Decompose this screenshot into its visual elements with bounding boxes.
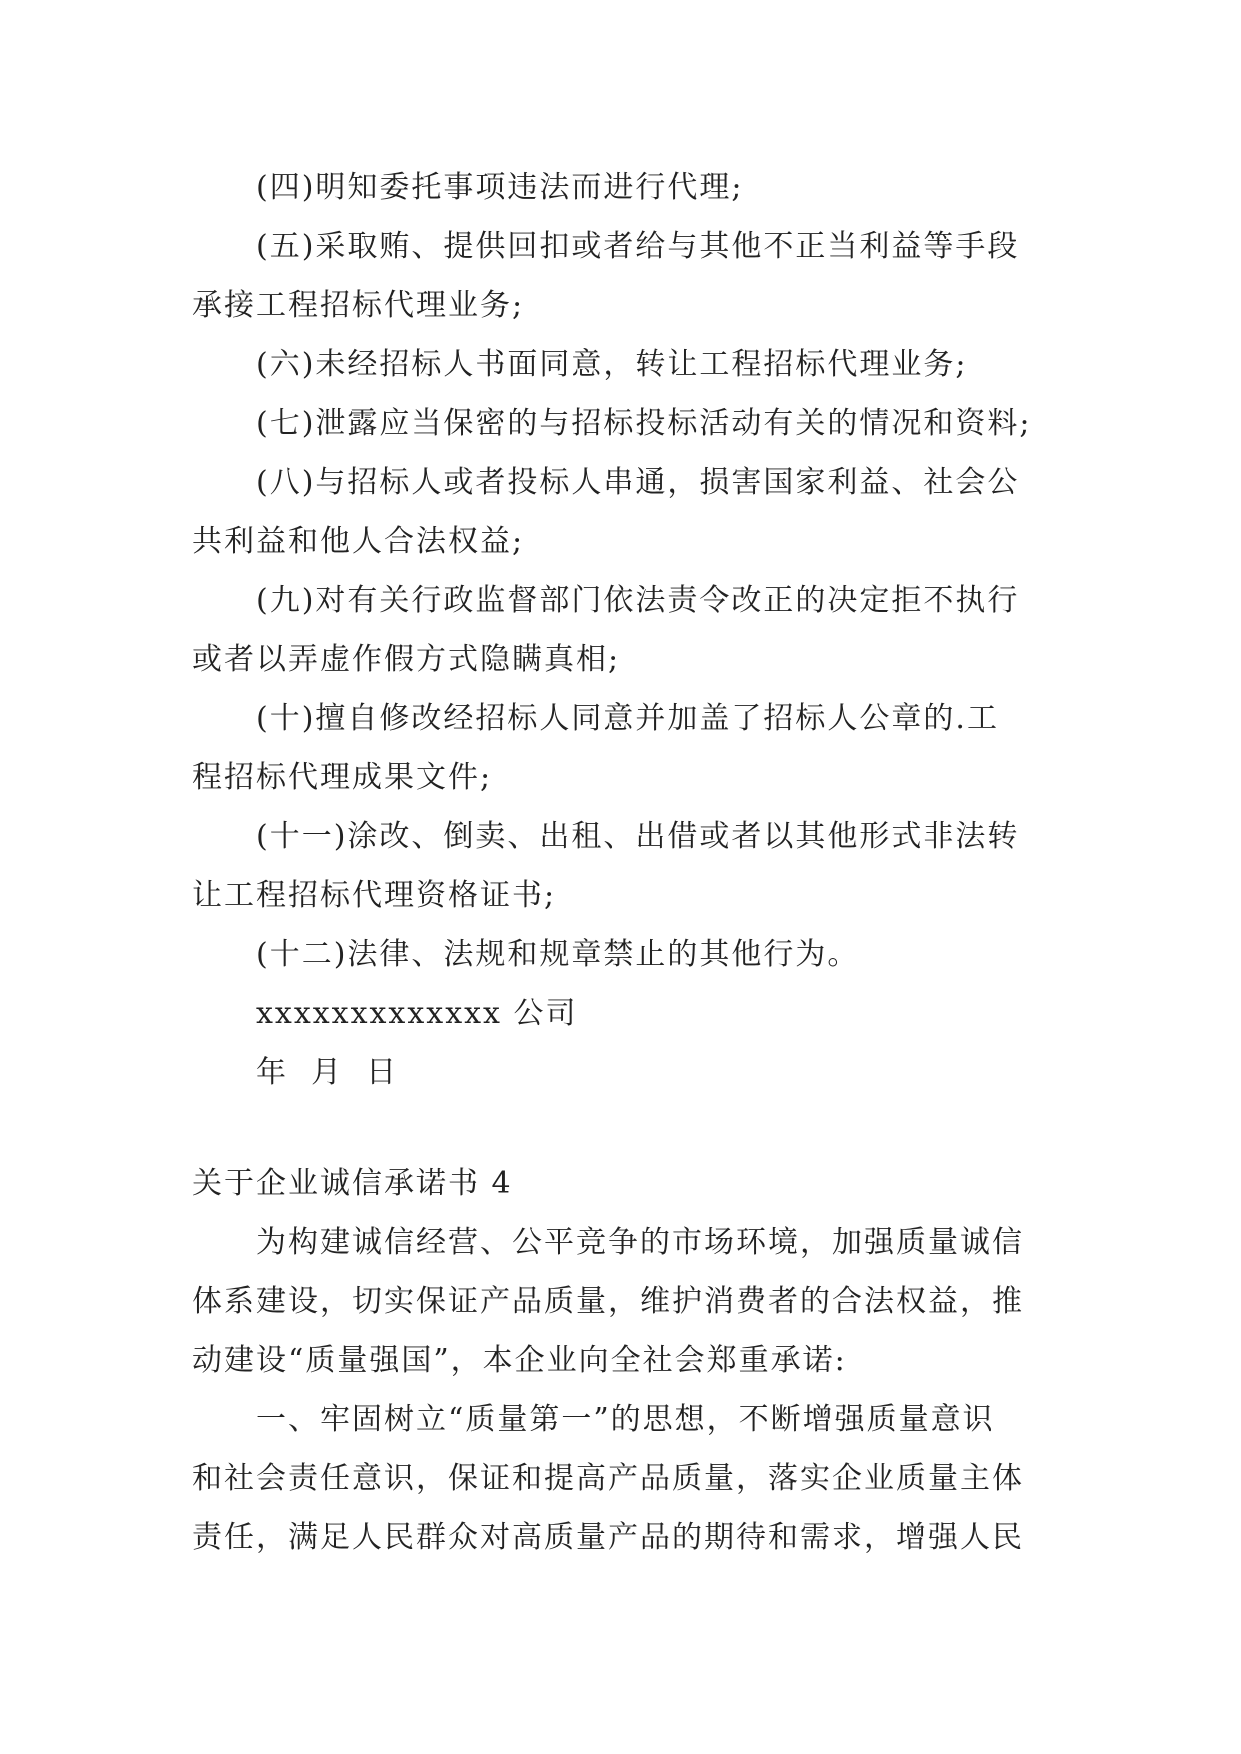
paragraph-line: (七)泄露应当保密的与招标投标活动有关的情况和资料;	[256, 406, 1032, 441]
paragraph-line: 共利益和他人合法权益;	[192, 524, 525, 559]
paragraph-line: (十)擅自修改经招标人同意并加盖了招标人公章的.工	[256, 701, 999, 736]
section-title: 关于企业诚信承诺书 4	[192, 1166, 513, 1201]
company-signature: xxxxxxxxxxxxx 公司	[256, 996, 578, 1031]
paragraph-line: 责任，满足人民群众对高质量产品的期待和需求，增强人民	[192, 1520, 1024, 1555]
paragraph-line: (四)明知委托事项违法而进行代理;	[256, 170, 744, 205]
paragraph-line: (十二)法律、法规和规章禁止的其他行为。	[256, 937, 860, 972]
paragraph-line: 为构建诚信经营、公平竞争的市场环境，加强质量诚信	[256, 1225, 1024, 1260]
paragraph-line: 承接工程招标代理业务;	[192, 288, 525, 323]
section-gap	[192, 1102, 1052, 1154]
paragraph-line: 体系建设，切实保证产品质量，维护消费者的合法权益，推	[192, 1284, 1024, 1319]
paragraph-line: 程招标代理成果文件;	[192, 760, 493, 795]
paragraph-line: (五)采取贿、提供回扣或者给与其他不正当利益等手段	[256, 229, 1020, 264]
paragraph-line: 让工程招标代理资格证书;	[192, 878, 557, 913]
paragraph-line: 和社会责任意识，保证和提高产品质量，落实企业质量主体	[192, 1461, 1024, 1496]
paragraph-line: 动建设“质量强国”，本企业向全社会郑重承诺:	[192, 1343, 847, 1378]
paragraph-line: (六)未经招标人书面同意，转让工程招标代理业务;	[256, 347, 968, 382]
paragraph-line: (九)对有关行政监督部门依法责令改正的决定拒不执行	[256, 583, 1020, 618]
paragraph-line: (八)与招标人或者投标人串通，损害国家利益、社会公	[256, 465, 1020, 500]
signature-date: 年 月 日	[256, 1055, 399, 1090]
document-body	[192, 158, 1052, 1567]
paragraph-line: 或者以弄虚作假方式隐瞒真相;	[192, 642, 621, 677]
paragraph-line: (十一)涂改、倒卖、出租、出借或者以其他形式非法转	[256, 819, 1020, 854]
paragraph-line: 一、牢固树立“质量第一”的思想，不断增强质量意识	[256, 1402, 995, 1437]
